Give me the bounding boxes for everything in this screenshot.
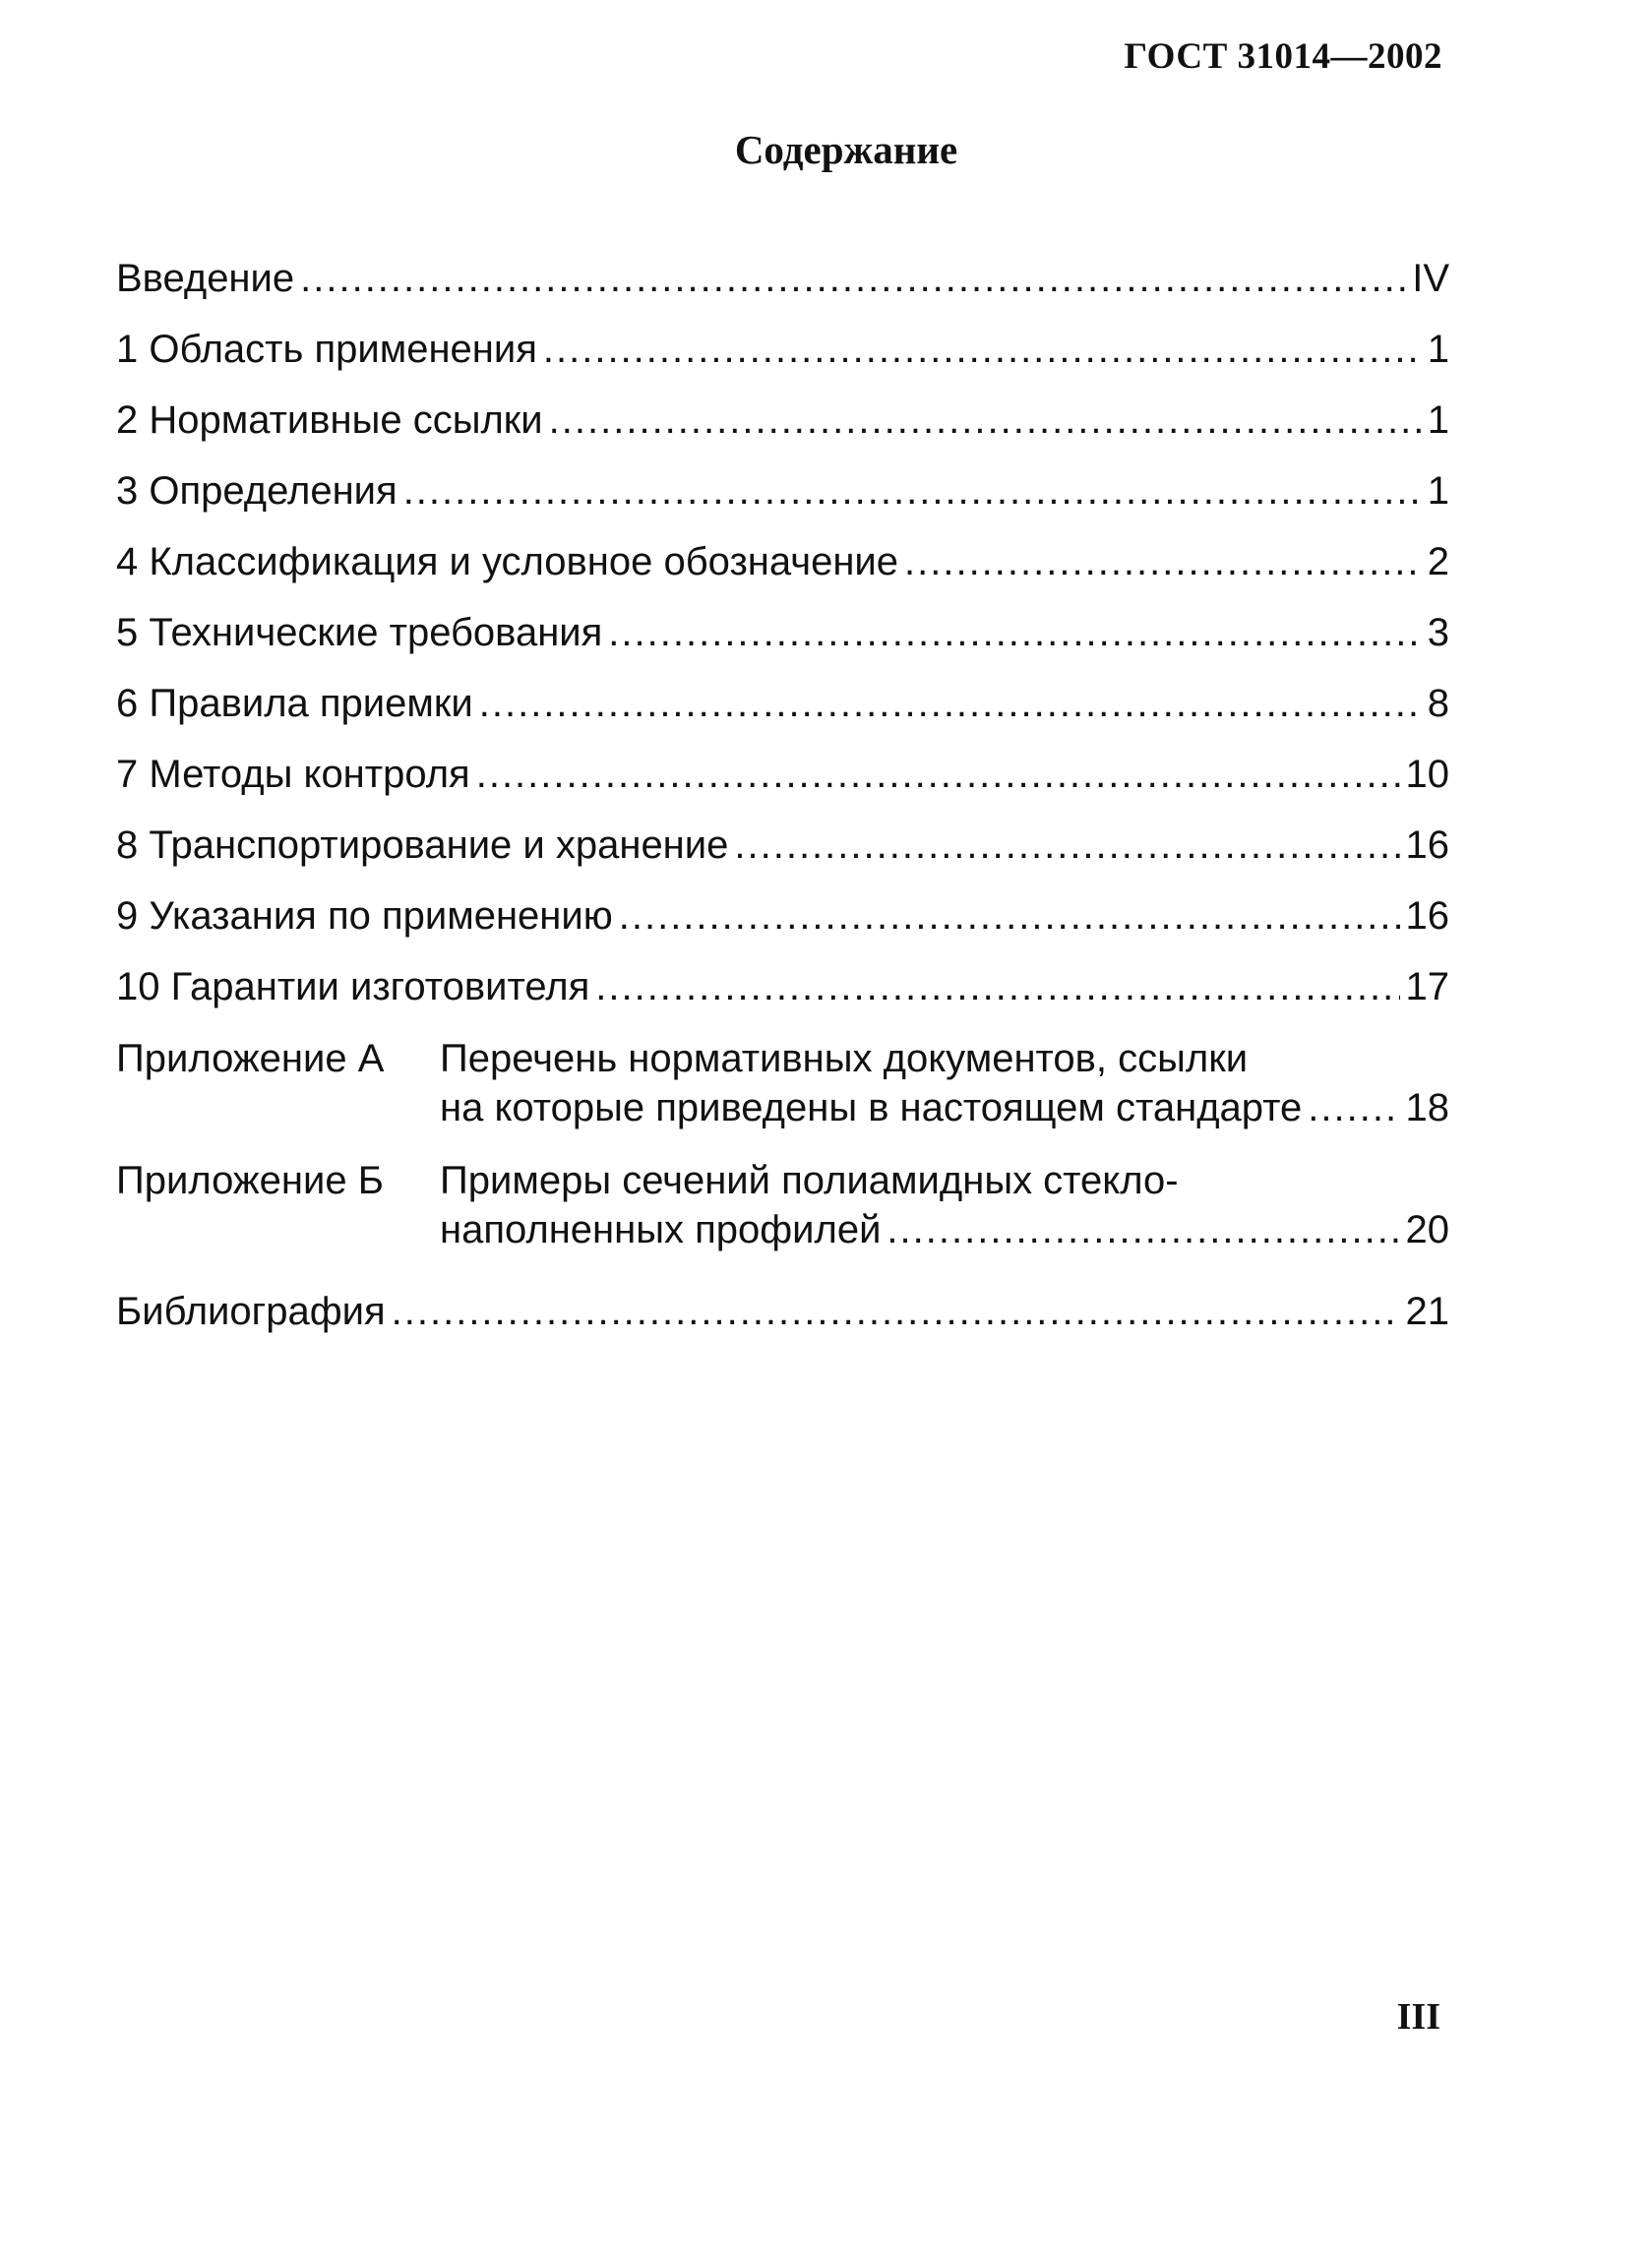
- toc-entry-page: 1: [1427, 328, 1449, 371]
- toc-entry-page: 21: [1405, 1290, 1449, 1333]
- appendix-title-line1: Примеры сечений полиамидных стекло-: [440, 1159, 1179, 1202]
- toc-entry-introduction[interactable]: [116, 246, 1449, 301]
- toc-entry-label: 6 Правила приемки: [116, 682, 473, 725]
- dot-leader: [476, 752, 1400, 797]
- toc-entry-page: 3: [1427, 611, 1449, 654]
- dot-leader: [300, 256, 1406, 301]
- page-number: III: [1396, 1996, 1440, 2038]
- toc-entry-page: 10: [1405, 753, 1449, 796]
- toc-entry-page: 1: [1427, 398, 1449, 442]
- toc-entry-label: 9 Указания по применению: [116, 894, 613, 938]
- toc-entry-label: 4 Классификация и условное обозначение: [116, 540, 898, 583]
- toc-entry-acceptance-rules[interactable]: [116, 671, 1449, 726]
- toc-entry-label: 7 Методы контроля: [116, 753, 470, 796]
- dot-leader: [549, 397, 1422, 443]
- toc-title: Содержание: [734, 127, 958, 172]
- dot-leader: [392, 1289, 1400, 1334]
- toc-entry-technical-requirements[interactable]: [116, 600, 1449, 655]
- dot-leader: [543, 327, 1422, 372]
- dot-leader: [887, 1206, 1399, 1254]
- dot-leader: [1308, 1084, 1399, 1132]
- dot-leader: [479, 681, 1422, 726]
- toc-entry-page: 8: [1427, 682, 1449, 725]
- appendix-title-line2-row: [440, 1084, 1449, 1132]
- toc-entry-normative-references[interactable]: [116, 388, 1449, 443]
- toc-entry-label: Библиография: [116, 1290, 386, 1333]
- toc-appendix-a[interactable]: [116, 1035, 1449, 1143]
- toc-entry-scope[interactable]: [116, 317, 1449, 372]
- toc-entry-bibliography[interactable]: [116, 1279, 1449, 1334]
- toc-entry-manufacturer-warranty[interactable]: [116, 954, 1449, 1009]
- appendix-label: Приложение Б: [116, 1159, 384, 1202]
- toc-entry-label: 10 Гарантии изготовителя: [116, 965, 590, 1008]
- toc-entry-label: Введение: [116, 257, 295, 300]
- dot-leader: [595, 964, 1399, 1009]
- appendix-title-line1: Перечень нормативных документов, ссылки: [440, 1037, 1249, 1080]
- document-code: ГОСТ 31014—2002: [1124, 36, 1442, 77]
- toc-entry-label: 5 Технические требования: [116, 611, 603, 654]
- dot-leader: [734, 822, 1399, 868]
- toc-entry-definitions[interactable]: [116, 458, 1449, 514]
- toc-entry-page: 2: [1427, 540, 1449, 583]
- toc-entry-control-methods[interactable]: [116, 742, 1449, 797]
- toc-entry-page: 16: [1405, 823, 1449, 867]
- dot-leader: [608, 610, 1421, 655]
- toc-entry-page: 1: [1427, 469, 1449, 513]
- toc-appendix-b[interactable]: [116, 1157, 1449, 1265]
- appendix-page: 20: [1405, 1208, 1449, 1251]
- toc-entry-page: IV: [1412, 257, 1449, 300]
- toc-entry-page: 16: [1405, 894, 1449, 938]
- toc-entry-label: 1 Область применения: [116, 328, 537, 371]
- appendix-label: Приложение А: [116, 1037, 385, 1080]
- appendix-page: 18: [1405, 1086, 1449, 1129]
- toc-entry-page: 17: [1405, 965, 1449, 1008]
- dot-leader: [619, 893, 1400, 939]
- toc-entry-transport-storage[interactable]: [116, 813, 1449, 868]
- appendix-title-line2-row: [440, 1206, 1449, 1254]
- toc-entry-usage-instructions[interactable]: [116, 883, 1449, 939]
- dot-leader: [904, 539, 1422, 584]
- toc-entry-label: 2 Нормативные ссылки: [116, 398, 543, 442]
- toc-entry-label: 8 Транспортирование и хранение: [116, 823, 729, 867]
- toc-entry-classification[interactable]: [116, 529, 1449, 584]
- appendix-title-line2: наполненных профилей: [440, 1208, 882, 1251]
- appendix-title-line2: на которые приведены в настоящем стандарте: [440, 1086, 1303, 1129]
- dot-leader: [403, 468, 1422, 514]
- toc-entry-label: 3 Определения: [116, 469, 398, 513]
